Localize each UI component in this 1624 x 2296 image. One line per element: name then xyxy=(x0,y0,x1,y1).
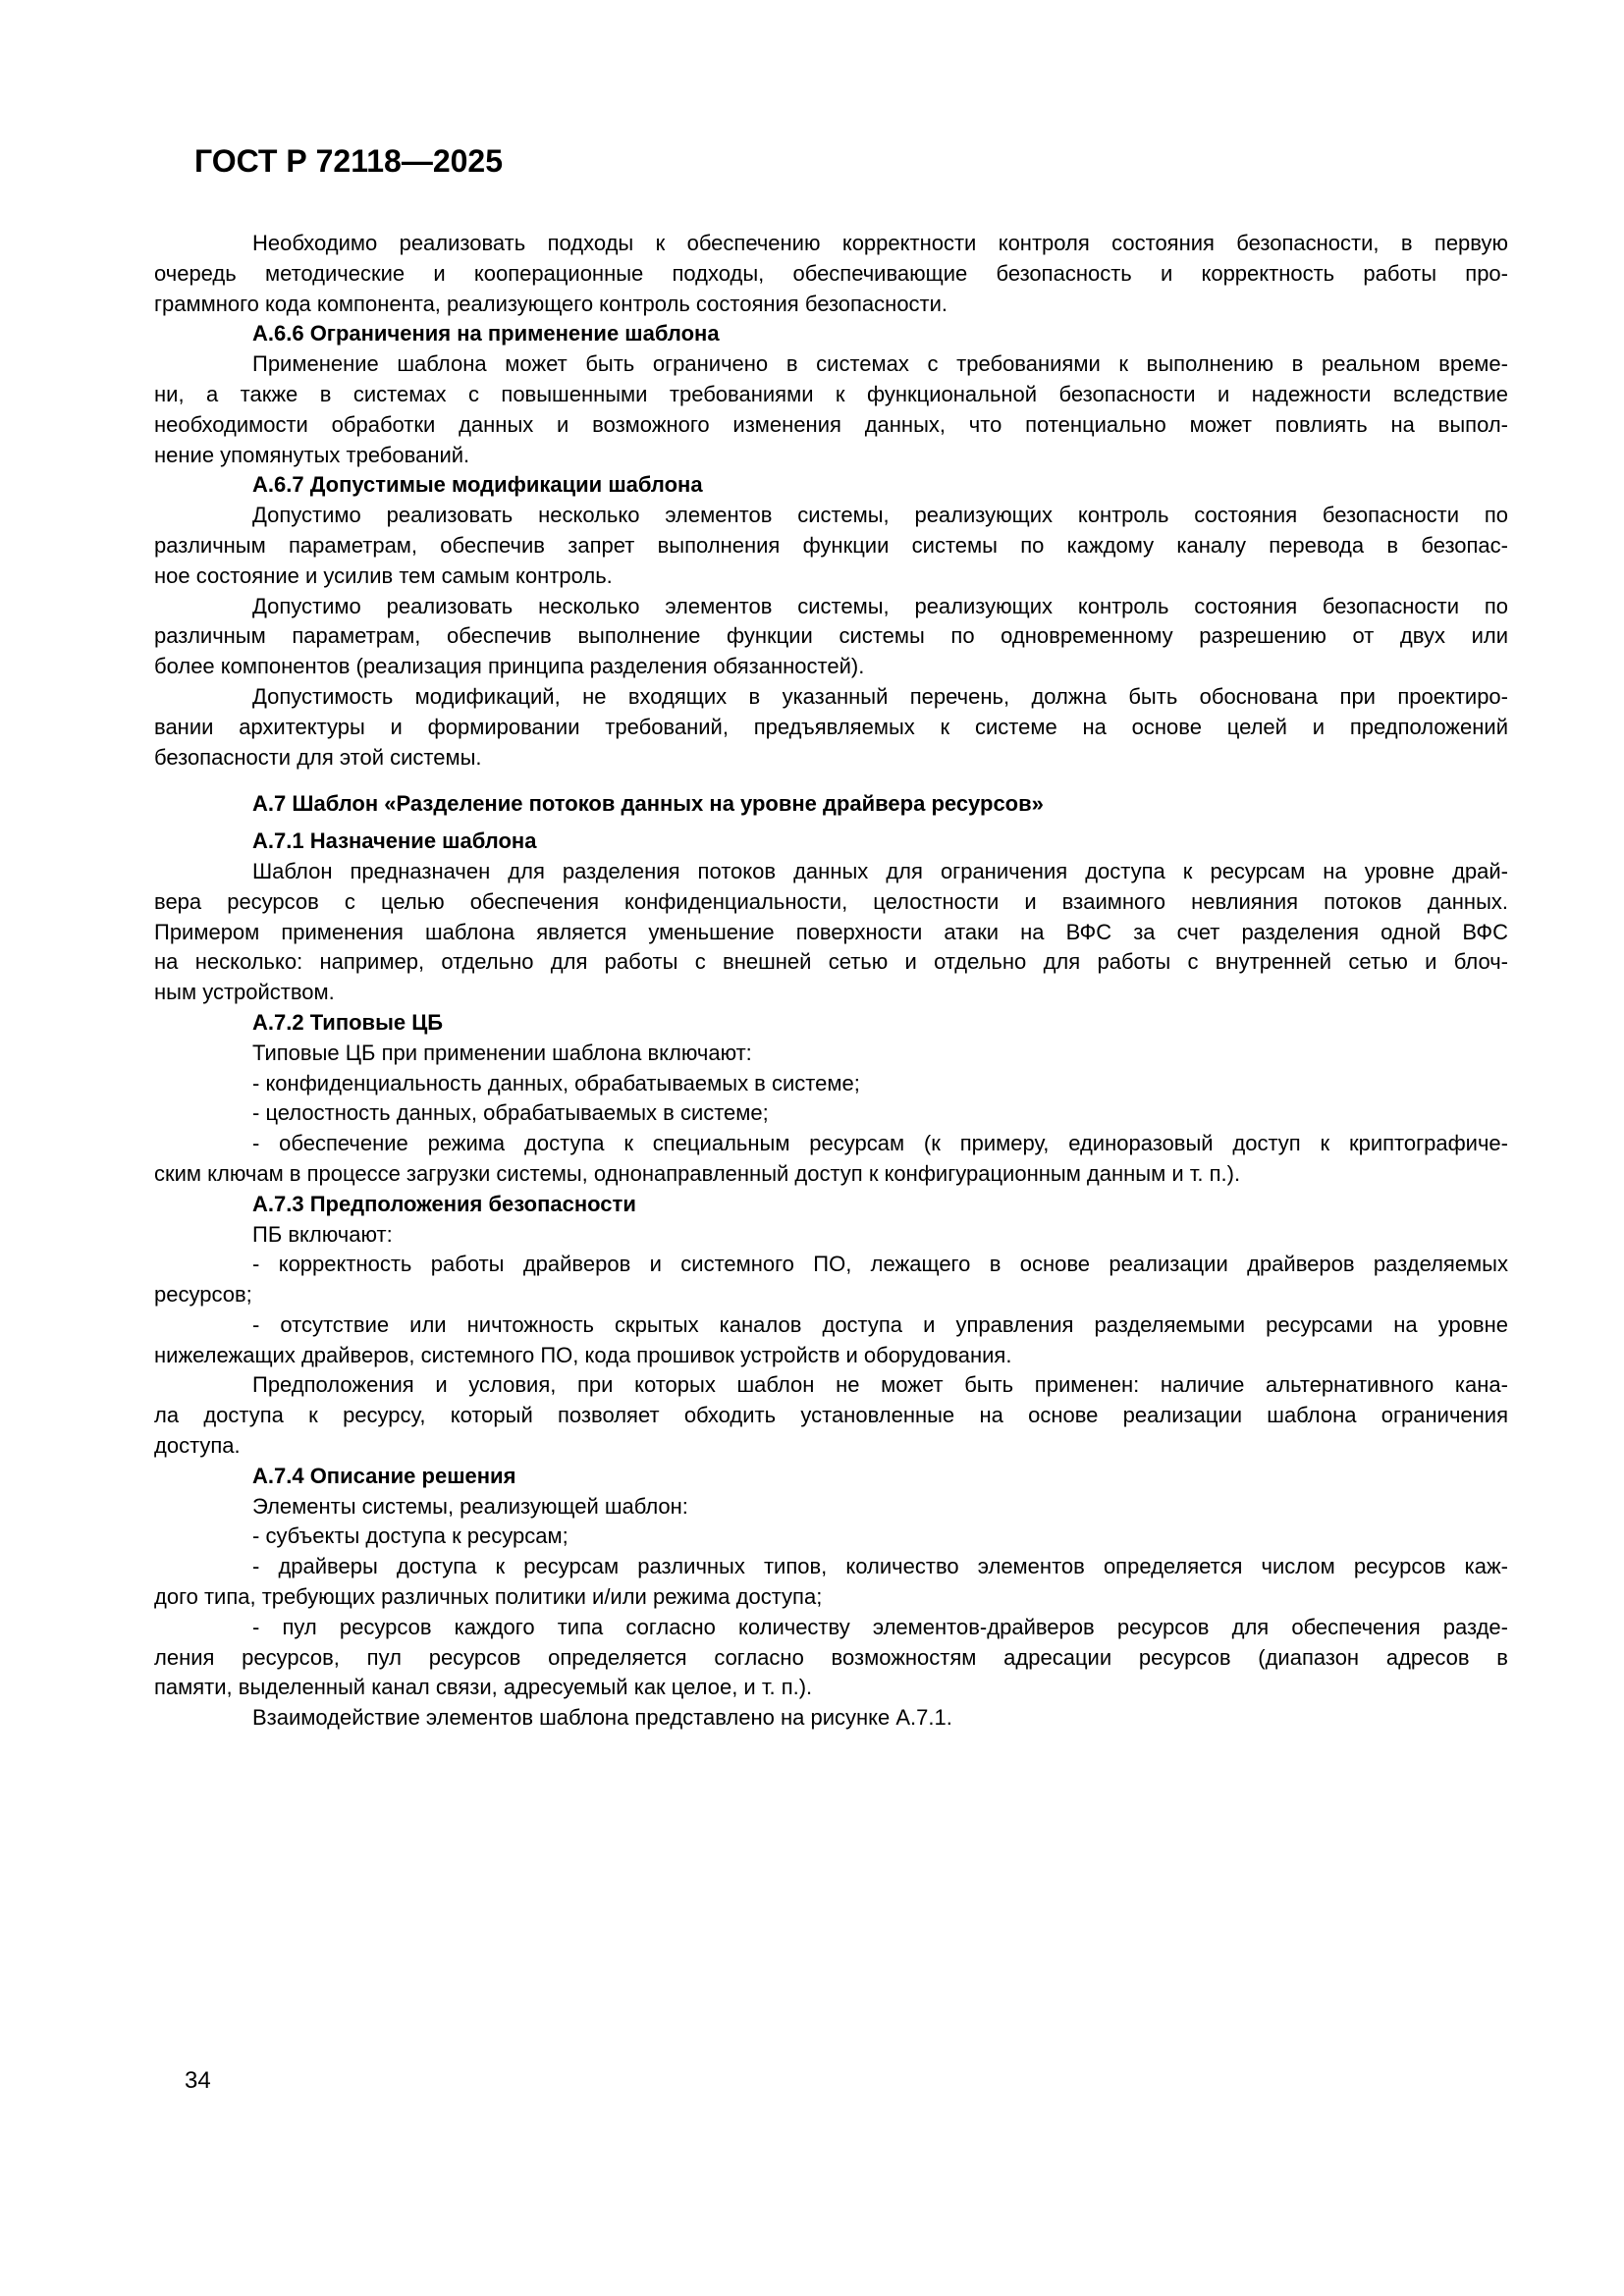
text-line: вера ресурсов с целью обеспечения конфиденциальности, целостности и взаимного невлияния потоков данных. xyxy=(154,888,1508,914)
list-item xyxy=(154,1069,1508,1099)
heading-line: А.7.4 Описание решения xyxy=(252,1463,516,1488)
heading-line: А.7.3 Предположения безопасности xyxy=(252,1191,636,1216)
text-line: ла доступа к ресурсу, который позволяет обходить установленные на основе реализации шаблона ограничения xyxy=(154,1403,1508,1428)
text-line: - корректность работы драйверов и системного ПО, лежащего в основе реализации драйверов разделяемых xyxy=(252,1252,1508,1277)
text-line: - обеспечение режима доступа к специальным ресурсам (к примеру, единоразовый доступ к криптографиче- xyxy=(252,1131,1508,1156)
text-line: - пул ресурсов каждого типа согласно количеству элементов-драйверов ресурсов для обеспечения разде- xyxy=(252,1614,1508,1639)
text-line: - драйверы доступа к ресурсам различных типов, количество элементов определяется числом ресурсов каж- xyxy=(252,1554,1508,1579)
text-line: Допустимо реализовать несколько элементов системы, реализующих контроль состояния безопасности по xyxy=(252,593,1508,618)
text-line: более компонентов (реализация принципа разделения обязанностей). xyxy=(154,654,865,679)
text-line: на несколько: например, отдельно для работы с внешней сетью и отдельно для работы с внутренней сетью и блоч- xyxy=(154,949,1508,975)
text-line: доступа. xyxy=(154,1433,241,1459)
subsection-heading xyxy=(154,1008,1508,1039)
text-line: - отсутствие или ничтожность скрытых каналов доступа и управления разделяемыми ресурсами на уровне xyxy=(252,1311,1508,1337)
list-item xyxy=(154,1129,1508,1190)
paragraph xyxy=(154,592,1508,682)
paragraph xyxy=(154,229,1508,319)
text-line: - целостность данных, обрабатываемых в системе; xyxy=(252,1100,769,1126)
text-line: ления ресурсов, пул ресурсов определяется согласно возможностям адресации ресурсов (диапазон адресов в xyxy=(154,1644,1508,1670)
page-number: 34 xyxy=(185,2067,211,2094)
text-line: ресурсов; xyxy=(154,1282,252,1308)
list-item xyxy=(154,1552,1508,1613)
text-line: Применение шаблона может быть ограничено в системах с требованиями к выполнению в реальном време- xyxy=(252,351,1508,377)
text-line: Допустимо реализовать несколько элементов системы, реализующих контроль состояния безопасности по xyxy=(252,503,1508,528)
text-line: - конфиденциальность данных, обрабатываемых в системе; xyxy=(252,1070,860,1095)
subsection-heading xyxy=(154,827,1508,857)
section-heading xyxy=(154,789,1508,820)
text-line: очередь методические и кооперационные подходы, обеспечивающие безопасность и корректность работы про- xyxy=(154,260,1508,286)
text-line: Элементы системы, реализующей шаблон: xyxy=(252,1493,688,1519)
text-line: ПБ включают: xyxy=(252,1221,393,1247)
text-line: Шаблон предназначен для разделения потоков данных для ограничения доступа к ресурсам на уровне драй- xyxy=(252,858,1508,883)
text-line: вании архитектуры и формировании требований, предъявляемых к системе на основе целей и предположений xyxy=(154,714,1508,739)
text-line: дого типа, требующих различных политики и/или режима доступа; xyxy=(154,1584,823,1610)
paragraph xyxy=(154,1703,1508,1734)
text-line: безопасности для этой системы. xyxy=(154,744,482,770)
heading-line: А.7.1 Назначение шаблона xyxy=(252,828,537,854)
text-line: ским ключам в процессе загрузки системы, однонаправленный доступ к конфигурационным данным и т. п.). xyxy=(154,1160,1241,1186)
text-line: Примером применения шаблона является уменьшение поверхности атаки на ВФС за счет разделения одной ВФС xyxy=(154,919,1508,944)
page-header-standard-code: ГОСТ Р 72118—2025 xyxy=(194,143,503,179)
list-item xyxy=(154,1250,1508,1310)
heading-line: А.6.6 Ограничения на применение шаблона xyxy=(252,321,720,347)
text-line: - субъекты доступа к ресурсам; xyxy=(252,1523,568,1549)
text-line: Предположения и условия, при которых шаблон не может быть применен: наличие альтернативного кана- xyxy=(252,1372,1508,1398)
paragraph xyxy=(154,682,1508,773)
heading-line: А.7.2 Типовые ЦБ xyxy=(252,1009,444,1035)
paragraph xyxy=(154,1220,1508,1251)
list-item xyxy=(154,1613,1508,1703)
subsection-heading xyxy=(154,1190,1508,1220)
text-line: нижележащих драйверов, системного ПО, кода прошивок устройств и оборудования. xyxy=(154,1342,1012,1367)
text-line: ное состояние и усилив тем самым контроль. xyxy=(154,562,613,588)
text-line: ни, а также в системах с повышенными требованиями к функциональной безопасности и надежности вследствие xyxy=(154,381,1508,406)
text-line: Допустимость модификаций, не входящих в указанный перечень, должна быть обоснована при проектиро- xyxy=(252,683,1508,709)
text-line: граммного кода компонента, реализующего контроль состояния безопасности. xyxy=(154,291,948,316)
document-body xyxy=(154,229,1508,1734)
heading-line: А.7 Шаблон «Разделение потоков данных на уровне драйвера ресурсов» xyxy=(252,791,1044,817)
text-line: необходимости обработки данных и возможного изменения данных, что потенциально может повлиять на выпол- xyxy=(154,411,1508,437)
text-line: памяти, выделенный канал связи, адресуемый как целое, и т. п.). xyxy=(154,1675,813,1700)
paragraph xyxy=(154,349,1508,470)
paragraph xyxy=(154,1039,1508,1069)
text-line: нение упомянутых требований. xyxy=(154,442,470,467)
list-item xyxy=(154,1098,1508,1129)
text-line: Типовые ЦБ при применении шаблона включают: xyxy=(252,1040,752,1065)
text-line: различным параметрам, обеспечив запрет выполнения функции системы по каждому каналу перевода в безопас- xyxy=(154,532,1508,558)
text-line: ным устройством. xyxy=(154,980,335,1005)
subsection-heading xyxy=(154,1462,1508,1492)
paragraph xyxy=(154,1370,1508,1461)
paragraph xyxy=(154,857,1508,1008)
list-item xyxy=(154,1522,1508,1552)
paragraph xyxy=(154,501,1508,591)
paragraph xyxy=(154,1492,1508,1522)
text-line: различным параметрам, обеспечив выполнение функции системы по одновременному разрешению от двух или xyxy=(154,623,1508,649)
subsection-heading xyxy=(154,470,1508,501)
list-item xyxy=(154,1310,1508,1371)
text-line: Необходимо реализовать подходы к обеспечению корректности контроля состояния безопасности, в первую xyxy=(252,231,1508,255)
text-line: Взаимодействие элементов шаблона представлено на рисунке А.7.1. xyxy=(252,1705,952,1731)
heading-line: А.6.7 Допустимые модификации шаблона xyxy=(252,472,703,498)
subsection-heading xyxy=(154,319,1508,349)
